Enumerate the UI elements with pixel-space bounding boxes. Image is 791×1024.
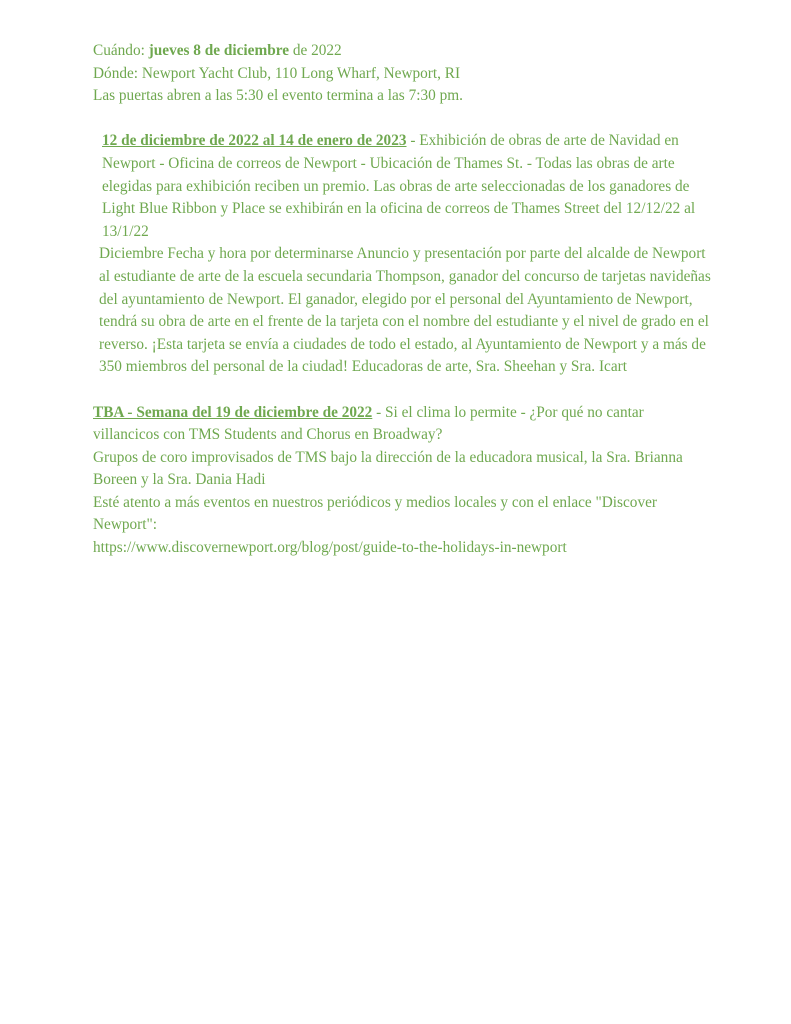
event-1 (93, 40, 711, 108)
event-4 (93, 402, 711, 447)
when-label: Cuándo: (93, 42, 149, 59)
spacer (93, 379, 711, 402)
event-3: Diciembre Fecha y hora por determinarse Anuncio y presentación por parte del alcalde de Newport al estudiante de arte de la escuela secundaria Thompson, ganador del concurso de tarjetas navideñas del ayuntamiento de Newport. El ganador, elegido por el personal del Ayuntamiento de Newport, tendrá su obra de arte en el frente de la tarjeta con el nombre del estudiante y el nivel de grado en el reverso. ¡Esta tarjeta se envía a ciudades de todo el estado, al Ayuntamiento de Newport y a más de 350 miembros del personal de la ciudad! Educadoras de arte, Sra. Sheehan y Sra. Icart (99, 245, 711, 376)
event-1-where: Dónde: Newport Yacht Club, 110 Long Wharf, Newport, RI (93, 64, 461, 82)
discover-newport-url[interactable]: https://www.discovernewport.org/blog/post/guide-to-the-holidays-in-newport (93, 539, 567, 557)
event-1-when (93, 40, 711, 63)
event-4-attention: Esté atento a más eventos en nuestros periódicos y medios locales y con el enlace "Discover Newport": (93, 493, 657, 534)
event-2-date-range: 12 de diciembre de 2022 al 14 de enero de 2023 (102, 132, 407, 150)
event-1-doors: Las puertas abren a las 5:30 el evento termina a las 7:30 pm. (93, 87, 463, 105)
event-2 (93, 130, 711, 243)
when-year: de 2022 (289, 42, 342, 59)
when-date: jueves 8 de diciembre (148, 42, 290, 59)
discover-newport-link[interactable] (93, 537, 711, 560)
event-4-groups: Grupos de coro improvisados de TMS bajo la dirección de la educadora musical, la Sra. Brianna Boreen y la Sra. Dania Hadi (93, 448, 683, 489)
event-4-heading: TBA - Semana del 19 de diciembre de 2022 (93, 403, 373, 421)
event-4-description: - Si el clima lo permite - ¿Por qué no cantar villancicos con TMS Students and Chorus en Broadway? (93, 403, 644, 444)
event-2-description: - Exhibición de obras de arte de Navidad en Newport - Oficina de correos de Newport - Ubicación de Thames St. - Todas las obras de arte elegidas para exhibición reciben un premio. Las obras de arte seleccionadas de los ganadores de Light Blue Ribbon y Place se exhibirán en la oficina de correos de Thames Street del 12/12/22 al 13/1/22 (102, 132, 696, 240)
spacer (93, 108, 711, 131)
